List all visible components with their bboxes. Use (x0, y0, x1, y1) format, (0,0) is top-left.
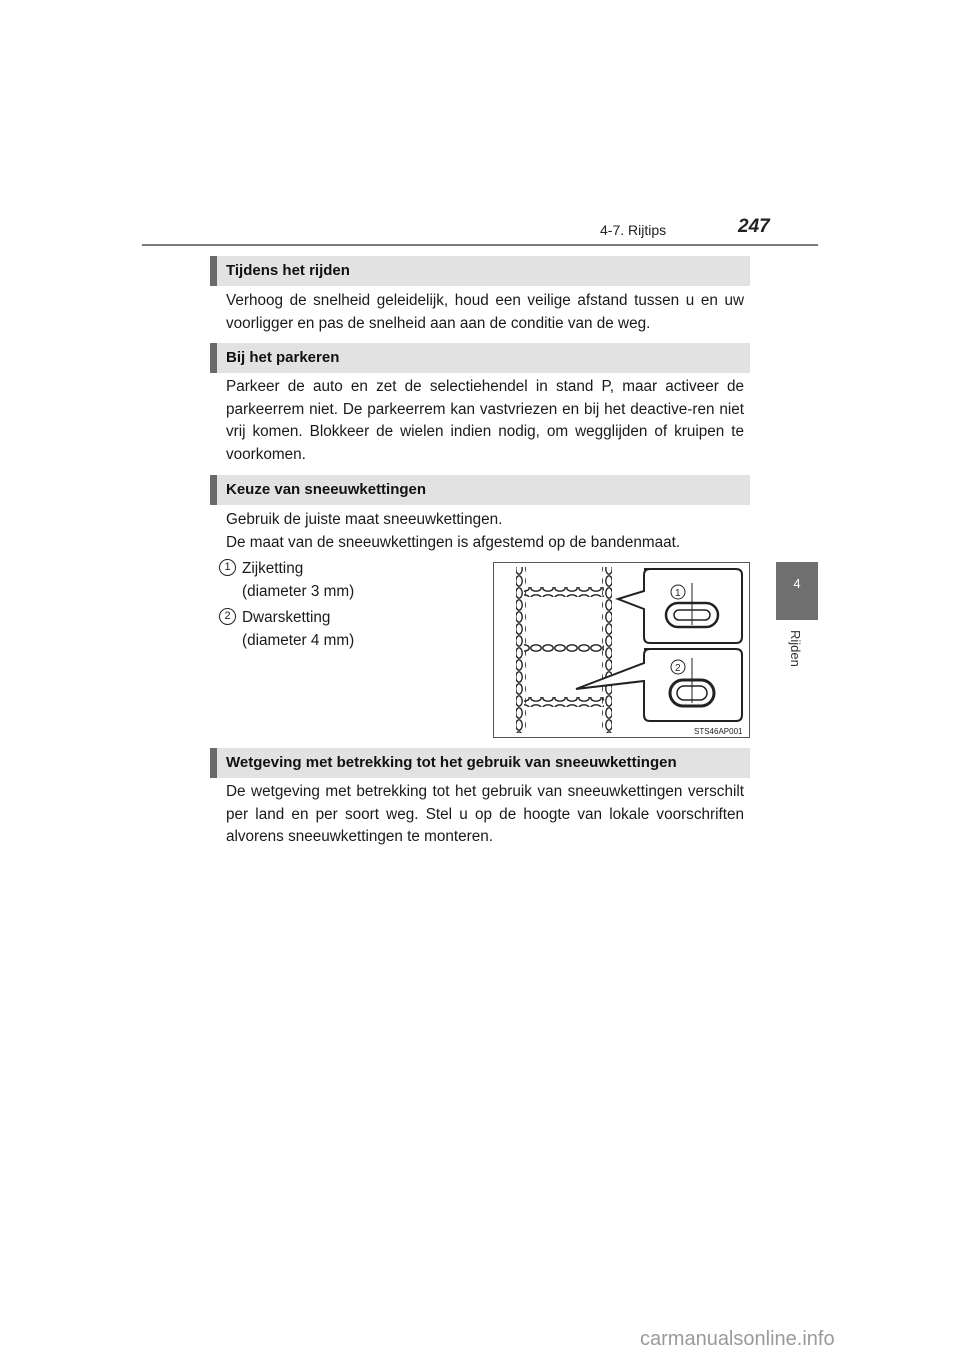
section-heading-text: Bij het parkeren (226, 349, 340, 366)
header-divider (142, 244, 818, 246)
chapter-number: 4 (793, 576, 801, 591)
item-number-1: 1 (219, 559, 236, 576)
item-2-detail: (diameter 4 mm) (242, 632, 355, 649)
item-2-label: Dwarsketting (242, 609, 331, 626)
chapter-title: Rijden (788, 630, 803, 667)
section-heading-parking (210, 343, 750, 373)
cross-chain-middle (524, 643, 604, 653)
item-number-2: 2 (219, 608, 236, 625)
callout-label-1: 1 (675, 588, 681, 599)
paragraph-chain-fit: De maat van de sneeuwkettingen is afgestemd op de bandenmaat. (226, 534, 681, 551)
snow-chain-illustration (494, 563, 749, 737)
snow-chain-figure (493, 562, 750, 738)
section-heading-text: Wetgeving met betrekking tot het gebruik van sneeuwkettingen (226, 754, 677, 771)
page-number: 247 (738, 216, 770, 237)
header-section-title: 4-7. Rijtips (600, 222, 667, 238)
item-1-label: Zijketting (242, 560, 304, 577)
paragraph-chain-size: Gebruik de juiste maat sneeuwkettingen. (226, 511, 503, 528)
chapter-tab (776, 562, 818, 620)
paragraph-parking: Parkeer de auto en zet de selectiehendel in stand P, maar activeer de parkeerrem niet. De parkeerrem kan vastvriezen en bij het deactive-ren niet vrij komen. Blokkeer de wielen indien nodig, om wegglijden of kruipen te voorkomen. (226, 378, 744, 463)
figure-code: STS46AP001 (694, 727, 743, 736)
section-heading-chain-choice (210, 475, 750, 505)
section-heading-driving (210, 256, 750, 286)
chapter-title-box (776, 626, 818, 686)
section-heading-legislation (210, 748, 750, 778)
callout-box-2 (576, 649, 742, 721)
section-heading-text: Keuze van sneeuwkettingen (226, 481, 427, 498)
cross-chain-bottom (524, 697, 604, 707)
section-heading-text: Tijdens het rijden (226, 262, 350, 279)
paragraph-driving: Verhoog de snelheid geleidelijk, houd een veilige afstand tussen u en uw voorligger en pas de snelheid aan aan de conditie van de weg. (226, 292, 744, 332)
cross-chain-top (524, 587, 604, 597)
watermark: carmanualsonline.info (640, 1328, 835, 1350)
callout-label-2: 2 (675, 663, 681, 674)
item-1-detail: (diameter 3 mm) (242, 583, 355, 600)
paragraph-legislation: De wetgeving met betrekking tot het gebruik van sneeuwkettingen verschilt per land en per soort weg. Stel u op de hoogte van lokale voorschriften alvorens sneeuwkettingen te monteren. (226, 783, 744, 845)
